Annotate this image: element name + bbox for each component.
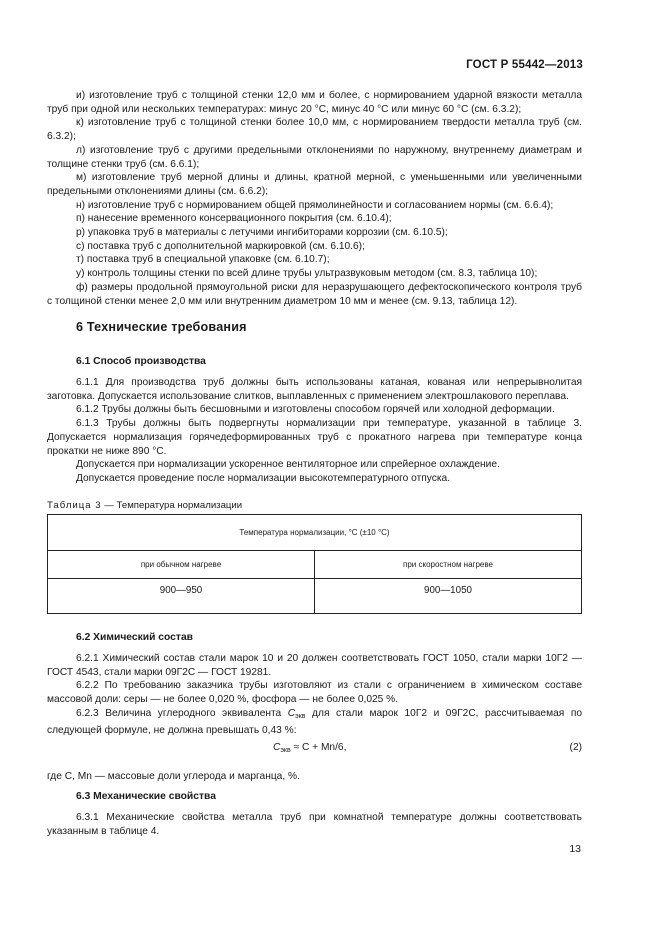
carbon-equivalent-symbol: C [287, 707, 296, 719]
carbon-equivalent-subscript: экв [295, 712, 306, 720]
formula-symbol: C [273, 742, 281, 753]
list-item: п) нанесение временного консервационного покрытия (см. 6.10.4); [76, 213, 392, 225]
list-item: л) изготовление труб с другими предельными отклонениями по наружному, внутреннему диаметрам и толщине стенки труб (см. 6.6.1); [47, 144, 582, 170]
paragraph: 6.2.2 По требованию заказчика трубы изготовляют из стали с ограничением в химическом составе массовой доли: серы — не более 0,020 %, фосфора — не более 0,025 %. [47, 680, 582, 706]
table-3-value-normal: 900—950 [48, 579, 315, 614]
paragraph: Допускается проведение после нормализации высокотемпературного отпуска. [76, 472, 451, 484]
table-3-title: — Температура нормализации [101, 500, 243, 511]
section-6-3-body [47, 811, 582, 838]
list-item: с) поставка труб с дополнительной маркировкой (см. 6.10.6); [76, 240, 365, 252]
list-item: к) изготовление труб с толщиной стенки более 10,0 мм, с нормированием твердости металла труб (см. 6.3.2); [47, 117, 582, 143]
paragraph: 6.1.1 Для производства труб должны быть использованы катаная, кованая или непрерывнолитая заготовка. Допускается использование слитков, выплавленных с применением электрошлакового переплава. [47, 377, 582, 402]
list-item: м) изготовление труб мерной длины и длины, кратной мерной, с уменьшенными или увеличенными предельными отклонениями длины (см. 6.6.2); [47, 172, 582, 197]
standard-header: ГОСТ Р 55442—2013 [466, 59, 583, 71]
list-item: р) упаковка труб в материалы с летучими ингибиторами коррозии (см. 6.10.5); [76, 227, 448, 239]
requirements-list [47, 89, 582, 308]
formula-subscript: экв [280, 747, 291, 754]
paragraph: 6.2.1 Химический состав стали марок 10 и 20 должен соответствовать ГОСТ 1050, стали марки 10Г2 — ГОСТ 4543, стали марки 09Г2С — ГОСТ 19281. [47, 653, 582, 678]
list-item: т) поставка труб в специальной упаковке (см. 6.10.7); [76, 254, 330, 266]
table-3 [47, 514, 582, 614]
list-item: у) контроль толщины стенки по всей длине трубы ультразвуковым методом (см. 8.3, таблица 10); [76, 268, 538, 280]
formula-expression [273, 742, 346, 754]
table-3-label: Таблица 3 [47, 500, 102, 511]
table-3-header: Температура нормализации, °С (±10 °С) [48, 515, 582, 551]
formula-legend: где C, Mn — массовые доли углерода и марганца, %. [47, 771, 300, 782]
formula-number: (2) [569, 742, 582, 753]
section-6-2-heading: 6.2 Химический состав [76, 632, 193, 643]
paragraph [47, 707, 582, 737]
paragraph: 6.3.1 Механические свойства металла труб при комнатной температуре должны соответствовать указанным в таблице 4. [47, 812, 582, 837]
list-item: и) изготовление труб с толщиной стенки 12,0 мм и более, с нормированием ударной вязкости металла труб при одной или нескольких температурах: минус 20 °С, минус 40 °С или минус 60 °С (см. 6.3.2); [47, 90, 582, 115]
paragraph-start: 6.2.3 Величина углеродного эквивалента [76, 707, 288, 719]
formula-2 [47, 742, 582, 756]
page-number: 13 [569, 843, 581, 855]
table-3-value-fast: 900—1050 [315, 579, 582, 614]
table-3-col-normal: при обычном нагреве [48, 551, 315, 579]
section-6-2-body [47, 652, 582, 737]
table-3-col-fast: при скоростном нагреве [315, 551, 582, 579]
table-3-caption [47, 500, 242, 511]
paragraph-end: для стали марок 10Г2 и 09Г2С, рассчитываемая по следующей формуле, не должна превышать 0,43 %: [47, 707, 582, 736]
paragraph: 6.1.3 Трубы должны быть подвергнуты нормализации при температуре, указанной в таблице 3. Допускается нормализация горячедеформированных труб с прокатного нагрева при температуре конца прокатки не ниже 890 °С. [47, 418, 582, 457]
list-item: ф) размеры продольной прямоугольной риски для неразрушающего дефектоскопического контроля труб с толщиной стенки менее 2,0 мм или внутренним диаметром 10 мм и менее (см. 9.13, таблица 12). [47, 281, 582, 307]
list-item: н) изготовление труб с нормированием общей прямолинейности и согласованием нормы (см. 6.6.4); [76, 199, 554, 211]
section-6-heading: 6 Технические требования [76, 320, 247, 334]
section-6-1-heading: 6.1 Способ производства [76, 356, 206, 367]
paragraph: 6.1.2 Трубы должны быть бесшовными и изготовлены способом горячей или холодной деформации. [76, 404, 555, 416]
formula-rhs: ≈ C + Mn/6, [290, 742, 347, 753]
section-6-3-heading: 6.3 Механические свойства [76, 791, 216, 802]
paragraph: Допускается при нормализации ускоренное вентиляторное или спрейерное охлаждение. [76, 459, 500, 471]
section-6-1-body [47, 376, 582, 486]
